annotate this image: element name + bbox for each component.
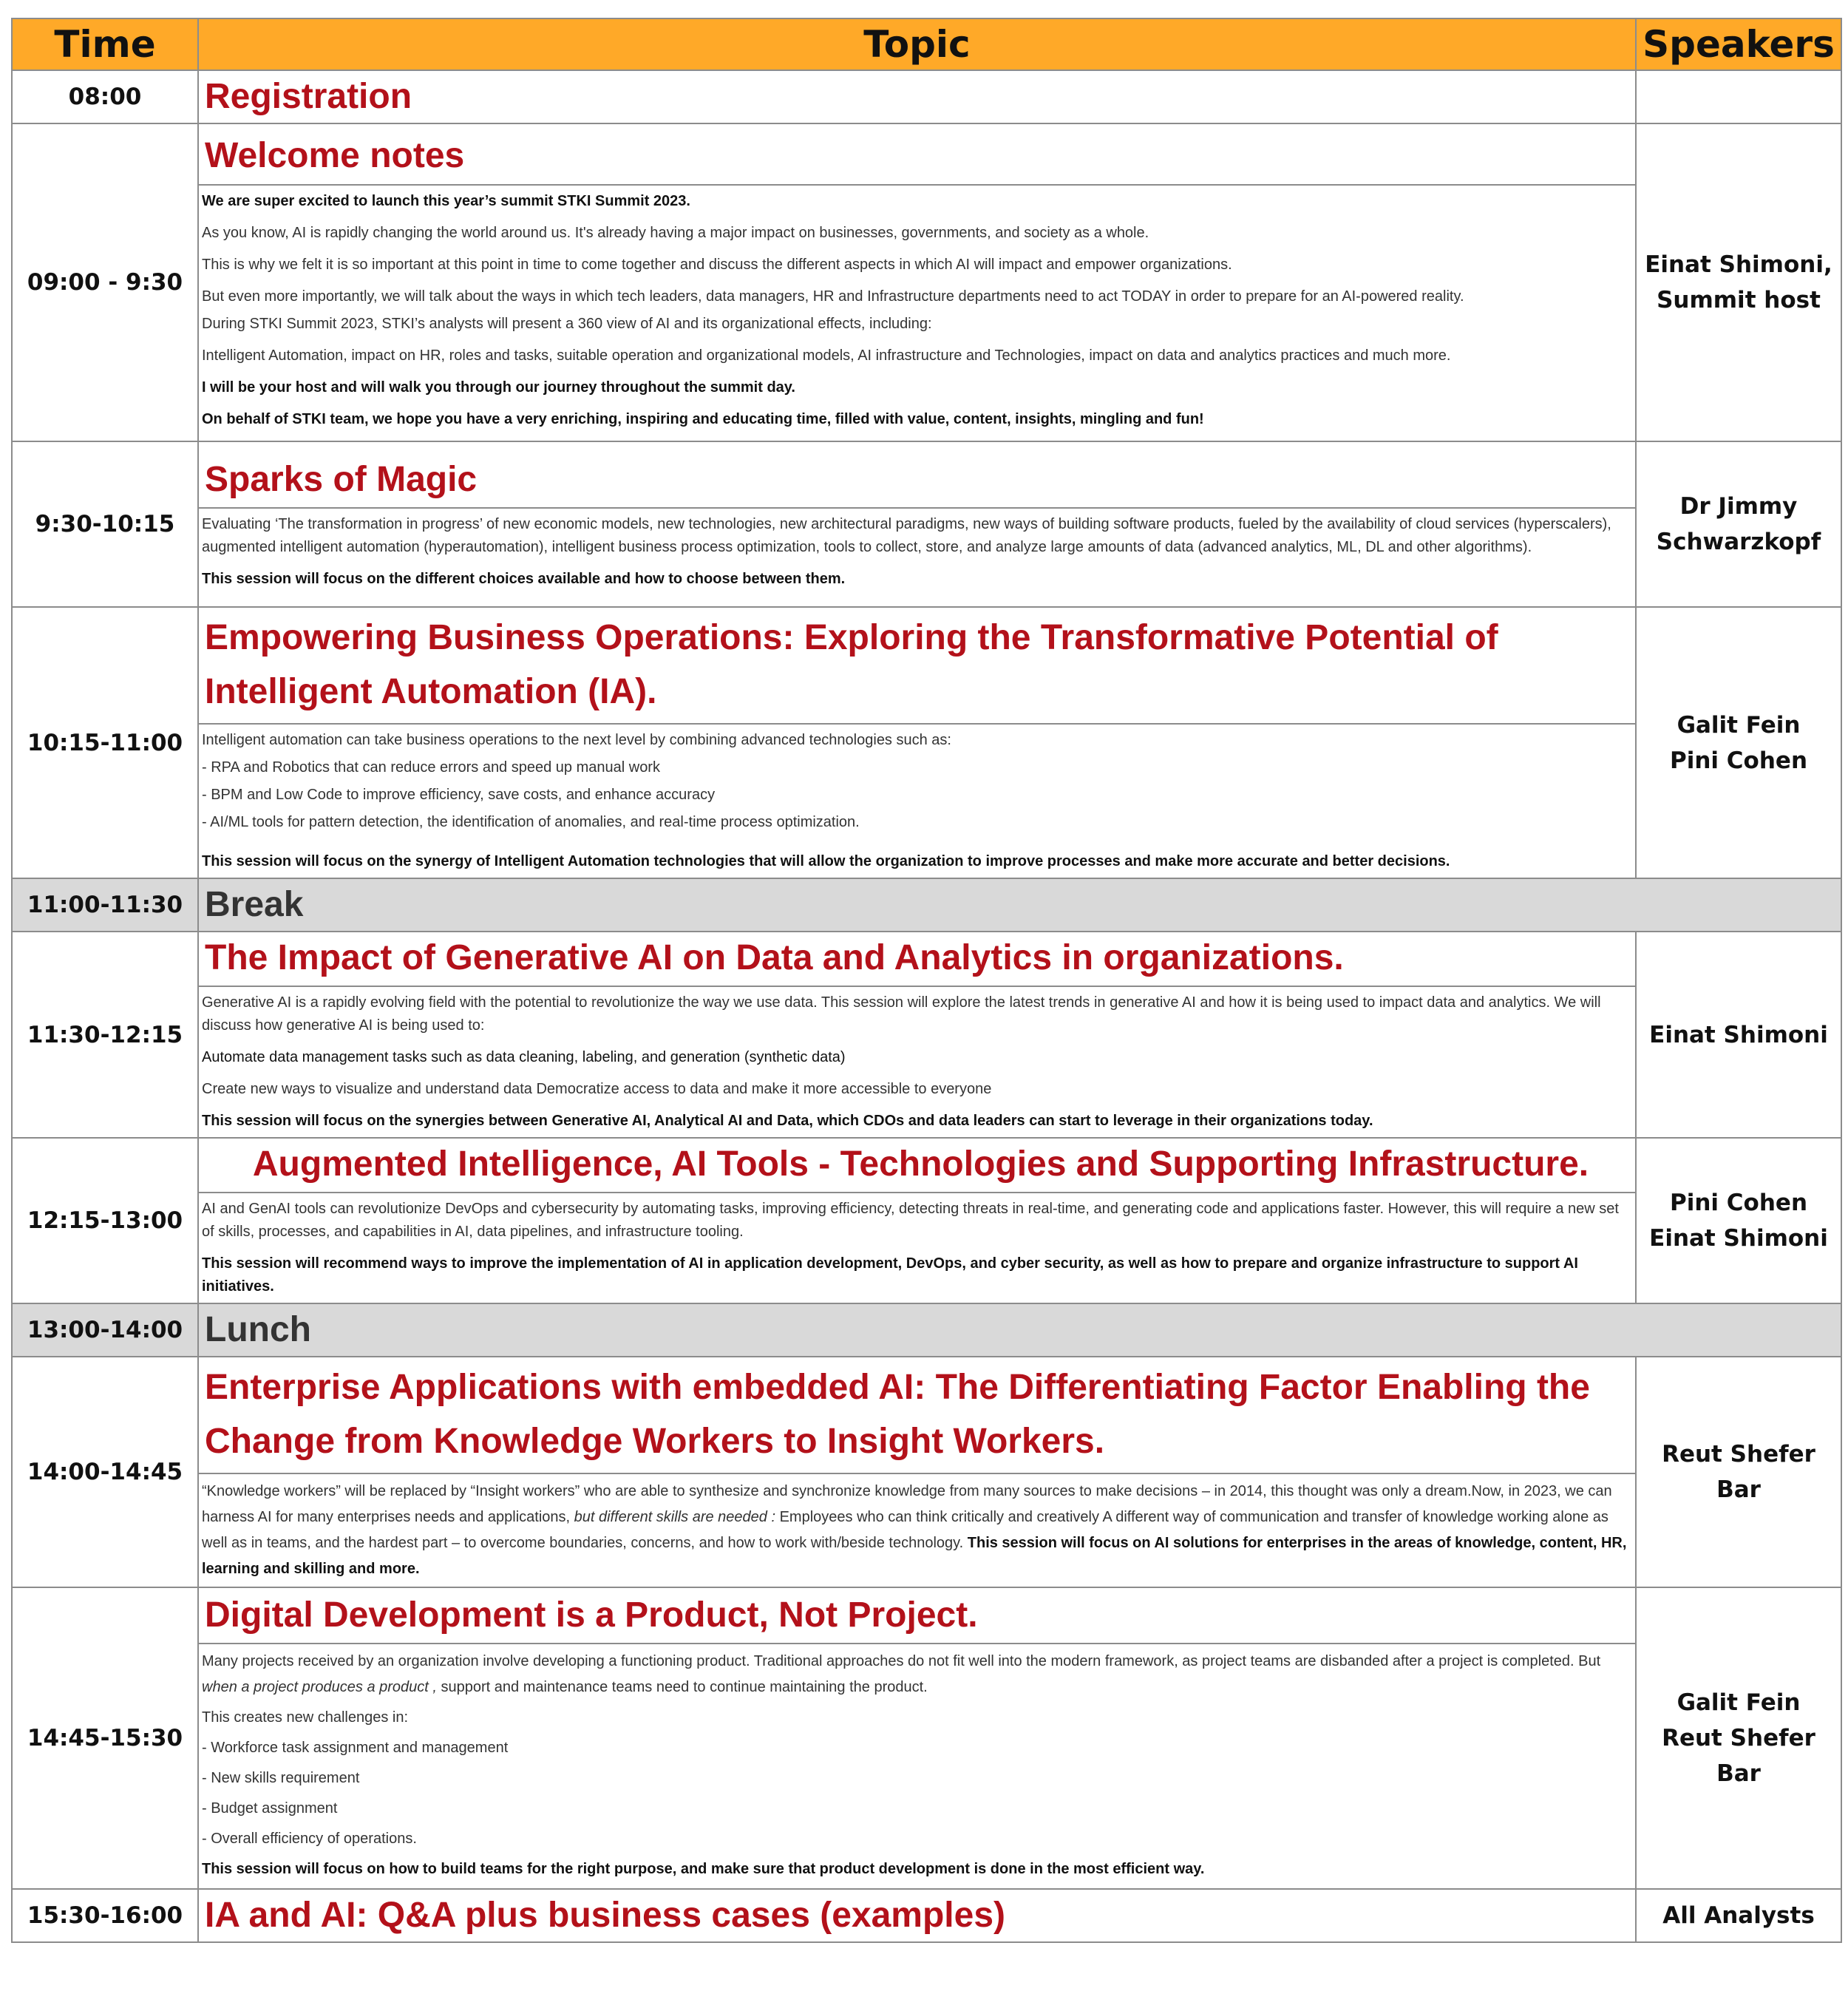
header-time: Time (12, 18, 198, 70)
description-paragraph: But even more importantly, we will talk about the ways in which tech leaders, data managers, HR and Infrastructure departments need to act TODAY in order to prepare for an AI-powered reality. (202, 288, 1464, 305)
session-title: IA and AI: Q&A plus business cases (examples) (205, 1896, 1005, 1935)
session-time: 10:15-11:00 (12, 607, 198, 878)
session-speakers (1636, 1138, 1841, 1303)
session-row-intelligent-automation (12, 607, 1841, 878)
description-paragraph: Create new ways to visualize and understand data Democratize access to data and make it more accessible to everyone (202, 1081, 992, 1097)
session-row-registration (12, 70, 1841, 123)
session-row-qa (12, 1889, 1841, 1942)
description-paragraph (202, 1479, 1631, 1582)
session-row-lunch (12, 1303, 1841, 1357)
speaker-name: Galit Fein (1677, 1689, 1801, 1716)
session-speakers (1636, 70, 1841, 123)
description-paragraph: This session will focus on the synergies between Generative AI, Analytical AI and Data, which CDOs and data leaders can start to leverage in their organizations today. (202, 1113, 1373, 1129)
session-time: 13:00-14:00 (12, 1303, 198, 1357)
description-text: Employees who can think critically and creatively A different way of communication and transfer of knowledge working alone as well as in teams, and the hardest part – to overcome boundaries, concerns, and how to work with/beside technology. (202, 1509, 1608, 1551)
session-title: Sparks of Magic (199, 454, 1637, 509)
speaker-name: Reut Shefer Bar (1662, 1725, 1815, 1787)
speaker-name: Pini Cohen (1669, 747, 1808, 774)
speaker-name: All Analysts (1662, 1902, 1815, 1929)
speaker-name: Pini Cohen (1669, 1190, 1808, 1216)
session-description (199, 1644, 1635, 1887)
speaker-name: Einat Shimoni (1649, 1225, 1828, 1252)
session-row-augmented-intelligence (12, 1138, 1841, 1303)
description-italic: but different skills are needed : (574, 1509, 776, 1525)
session-time: 12:15-13:00 (12, 1138, 198, 1303)
speaker-name: Einat Shimoni (1649, 1021, 1828, 1048)
description-paragraph: Intelligent automation can take business operations to the next level by combining advanced technologies such as: (202, 732, 951, 748)
session-row-digital-development (12, 1587, 1841, 1889)
description-paragraph: - Overall efficiency of operations. (202, 1831, 417, 1847)
description-text: Many projects received by an organization involve developing a functioning product. Traditional approaches do not fit well into the modern framework, as project teams are disbanded after a project is completed. But (202, 1653, 1601, 1669)
description-paragraph: Automate data management tasks such as data cleaning, labeling, and generation (synthetic data) (202, 1049, 846, 1065)
speaker-name: Reut Shefer Bar (1662, 1441, 1815, 1503)
description-paragraph: This session will focus on how to build teams for the right purpose, and make sure that product development is done in the most efficient way. (202, 1861, 1205, 1877)
session-title: Augmented Intelligence, AI Tools - Technologies and Supporting Infrastructure. (199, 1139, 1637, 1193)
session-speakers (1636, 1587, 1841, 1889)
session-description (199, 509, 1635, 595)
description-text: “Knowledge workers” will be replaced by “Insight workers” who are able to synthesize and synchronize knowledge from many sources to make decisions – in 2014, this thought was only a dream.Now, in 2023, we can harness AI for many enterprises needs and applications, (202, 1483, 1612, 1525)
description-paragraph: This session will focus on the different choices available and how to choose between them. (202, 570, 846, 587)
description-paragraph: - New skills requirement (202, 1770, 360, 1786)
agenda-table (11, 18, 1842, 1943)
description-bold: This session will focus on AI solutions for enterprises in the areas of knowledge, content, HR, learning and skilling and more. (202, 1535, 1627, 1577)
session-row-sparks (12, 441, 1841, 607)
session-row-welcome (12, 123, 1841, 441)
description-paragraph: - Workforce task assignment and management (202, 1740, 509, 1756)
speaker-name: Schwarzkopf (1656, 529, 1821, 555)
description-paragraph (202, 1649, 1631, 1700)
session-title: Empowering Business Operations: Exploring the Transformative Potential of Intelligent Automation (IA). (199, 608, 1637, 725)
description-paragraph: - Budget assignment (202, 1800, 338, 1817)
header-row (12, 18, 1841, 70)
session-title: Welcome notes (199, 129, 1637, 186)
session-speakers (1636, 607, 1841, 878)
session-title: The Impact of Generative AI on Data and Analytics in organizations. (199, 932, 1637, 987)
description-paragraph: Intelligent Automation, impact on HR, roles and tasks, suitable operation and organizational models, AI infrastructure and Technologies, impact on data and analytics practices and much more. (202, 347, 1451, 364)
session-description (199, 186, 1635, 435)
description-paragraph: This is why we felt it is so important at this point in time to come together and discuss the different aspects in which AI will impact and empower organizations. (202, 257, 1232, 273)
description-text: support and maintenance teams need to continue maintaining the product. (436, 1679, 928, 1695)
session-title: Enterprise Applications with embedded AI: The Differentiating Factor Enabling the Change from Knowledge Workers to Insight Workers. (199, 1357, 1637, 1474)
session-speakers (1636, 123, 1841, 441)
session-time: 11:30-12:15 (12, 932, 198, 1138)
header-topic: Topic (198, 18, 1636, 70)
speaker-name: Einat Shimoni, (1645, 251, 1832, 278)
speaker-name: Dr Jimmy (1679, 493, 1798, 520)
session-time: 08:00 (12, 70, 198, 123)
session-speakers (1636, 1357, 1841, 1587)
description-paragraph: AI and GenAI tools can revolutionize DevOps and cybersecurity by automating tasks, improving efficiency, detecting threats in real-time, and generating code and applications faster. However, this will require a new set of skills, processes, and capabilities in AI, data pipelines, and infrastructure tooling. (202, 1201, 1619, 1240)
description-paragraph: As you know, AI is rapidly changing the world around us. It's already having a major impact on businesses, governments, and society as a whole. (202, 225, 1149, 241)
session-description (199, 1193, 1635, 1303)
description-paragraph: Evaluating ‘The transformation in progress’ of new economic models, new technologies, new architectural paradigms, new ways of building software products, fueled by the availability of cloud services (hyperscalers), augmented intelligent automation (hyperautomation), intelligent business process optimization, tools to collect, store, and analyze large amounts of data (advanced analytics, ML, DL and other algorithms). (202, 515, 1611, 555)
session-time: 11:00-11:30 (12, 878, 198, 932)
session-description (199, 725, 1635, 878)
description-paragraph: We are super excited to launch this year’s summit STKI Summit 2023. (202, 193, 690, 209)
session-row-enterprise-applications (12, 1357, 1841, 1587)
session-time: 14:00-14:45 (12, 1357, 198, 1587)
description-paragraph: Generative AI is a rapidly evolving field with the potential to revolutionize the way we use data. This session will explore the latest trends in generative AI and how it is being used to impact data and analytics. We will discuss how generative AI is being used to: (202, 994, 1601, 1034)
session-title: Digital Development is a Product, Not Project. (199, 1590, 1637, 1644)
session-time: 15:30-16:00 (12, 1889, 198, 1942)
description-italic: when a project produces a product , (202, 1679, 437, 1695)
session-title: Registration (205, 77, 412, 116)
session-speakers (1636, 1889, 1841, 1942)
description-paragraph: On behalf of STKI team, we hope you have a very enriching, inspiring and educating time, filled with value, content, insights, mingling and fun! (202, 411, 1204, 427)
speaker-name: Galit Fein (1677, 711, 1801, 739)
session-time: 9:30-10:15 (12, 441, 198, 607)
description-paragraph: This session will recommend ways to improve the implementation of AI in application development, DevOps, and cyber security, as well as how to prepare and organize infrastructure to support AI initiatives. (202, 1255, 1578, 1295)
session-description (199, 1474, 1635, 1587)
description-paragraph: This session will focus on the synergy of Intelligent Automation technologies that will allow the organization to improve processes and make more accurate and better decisions. (202, 853, 1450, 869)
description-paragraph: During STKI Summit 2023, STKI’s analysts will present a 360 view of AI and its organizational effects, including: (202, 316, 932, 332)
header-speakers: Speakers (1636, 18, 1841, 70)
session-time: 14:45-15:30 (12, 1587, 198, 1889)
session-speakers (1636, 441, 1841, 607)
session-row-break (12, 878, 1841, 932)
description-paragraph: - AI/ML tools for pattern detection, the identification of anomalies, and real-time process optimization. (202, 814, 860, 830)
description-paragraph: I will be your host and will walk you through our journey throughout the summit day. (202, 379, 795, 396)
description-paragraph: This creates new challenges in: (202, 1709, 409, 1726)
lunch-label: Lunch (205, 1310, 311, 1349)
session-description (199, 987, 1635, 1137)
description-paragraph: - BPM and Low Code to improve efficiency, save costs, and enhance accuracy (202, 787, 716, 803)
description-paragraph: - RPA and Robotics that can reduce errors and speed up manual work (202, 759, 660, 776)
session-time: 09:00 - 9:30 (12, 123, 198, 441)
speaker-name: Summit host (1657, 287, 1821, 313)
session-row-generative-ai (12, 932, 1841, 1138)
break-label: Break (205, 885, 304, 924)
session-speakers (1636, 932, 1841, 1138)
